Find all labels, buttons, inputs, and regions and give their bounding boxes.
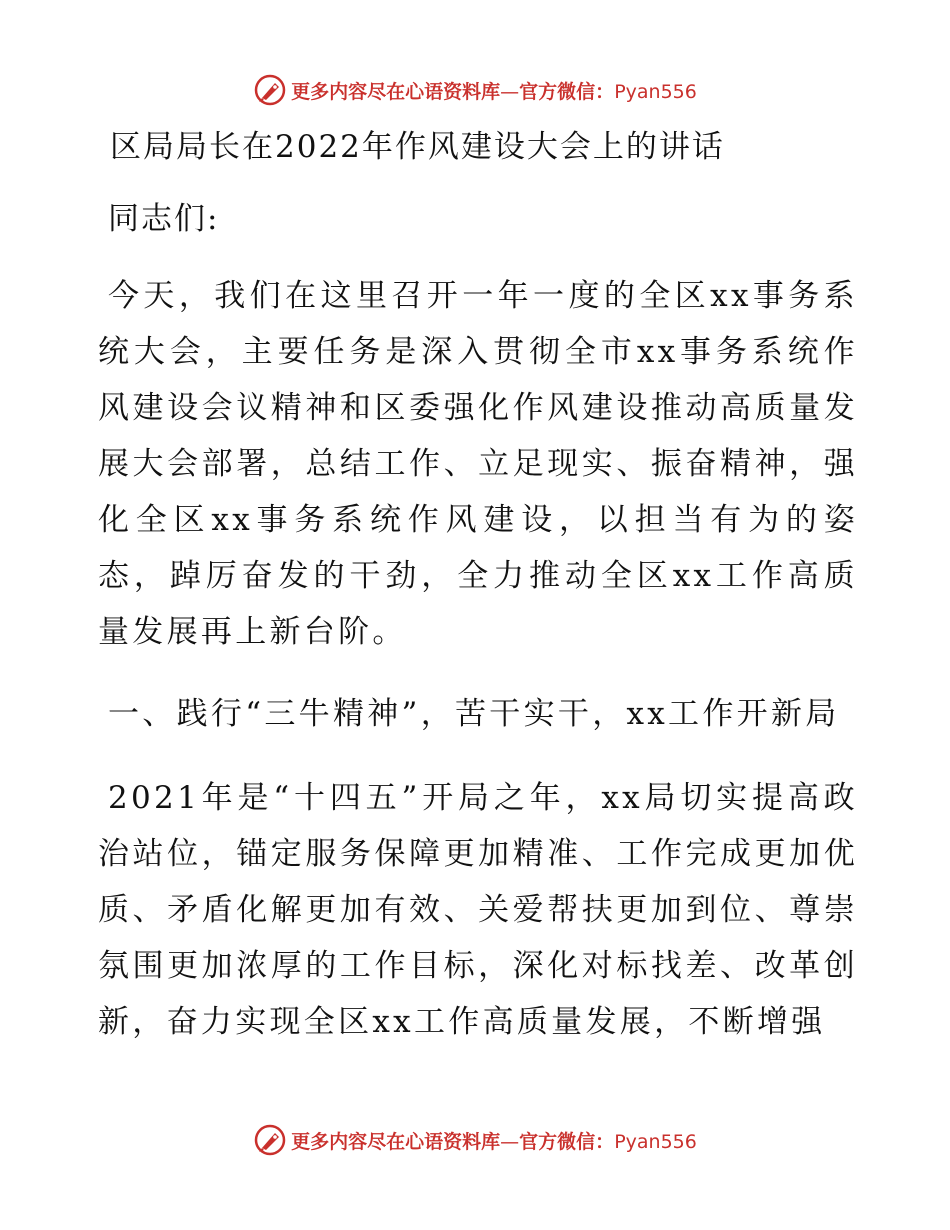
paragraph-intro: 今天，我们在这里召开一年一度的全区xx事务系统大会，主要任务是深入贯彻全市xx事务系统作风建设会议精神和区委强化作风建设推动高质量发展大会部署，总结工作、立足现实、振奋精神，强化全区xx事务系统作风建设，以担当有为的姿态，踔厉奋发的干劲，全力推动全区xx工作高质量发展再上新台阶。: [98, 278, 858, 650]
footer-wechat-id: Pyan556: [614, 1130, 697, 1153]
header-banner: [0, 70, 950, 110]
salutation: 同志们:: [108, 201, 220, 237]
pen-nib-logo-icon: [253, 73, 287, 107]
header-banner-inner: [253, 73, 697, 107]
footer-wechat-label: 官方微信：: [519, 1130, 615, 1153]
banner-wechat-id: Pyan556: [614, 80, 697, 103]
banner-main-text: 更多内容尽在心语资料库: [291, 80, 501, 103]
footer-main-text: 更多内容尽在心语资料库: [291, 1130, 501, 1153]
banner-dash: —: [500, 80, 520, 103]
paragraph-2021: 2021年是“十四五”开局之年，xx局切实提高政治站位，锚定服务保障更加精准、工作完成更加优质、矛盾化解更加有效、关爱帮扶更加到位、尊崇氛围更加浓厚的工作目标，深化对标找差、改革创新，奋力实现全区xx工作高质量发展，不断增强: [98, 780, 858, 1040]
footer-dash: —: [500, 1130, 520, 1153]
footer-banner-text: [291, 1127, 697, 1154]
header-banner-text: [291, 77, 697, 104]
footer-banner-inner: [253, 1123, 697, 1157]
pen-nib-logo-icon: [253, 1123, 287, 1157]
banner-wechat-label: 官方微信：: [519, 80, 615, 103]
document-body: [98, 122, 858, 1050]
section-heading-1: 一、践行“三牛精神”，苦干实干，xx工作开新局: [108, 696, 840, 732]
footer-banner: [0, 1120, 950, 1160]
document-title: 区局局长在2022年作风建设大会上的讲话: [110, 129, 725, 165]
